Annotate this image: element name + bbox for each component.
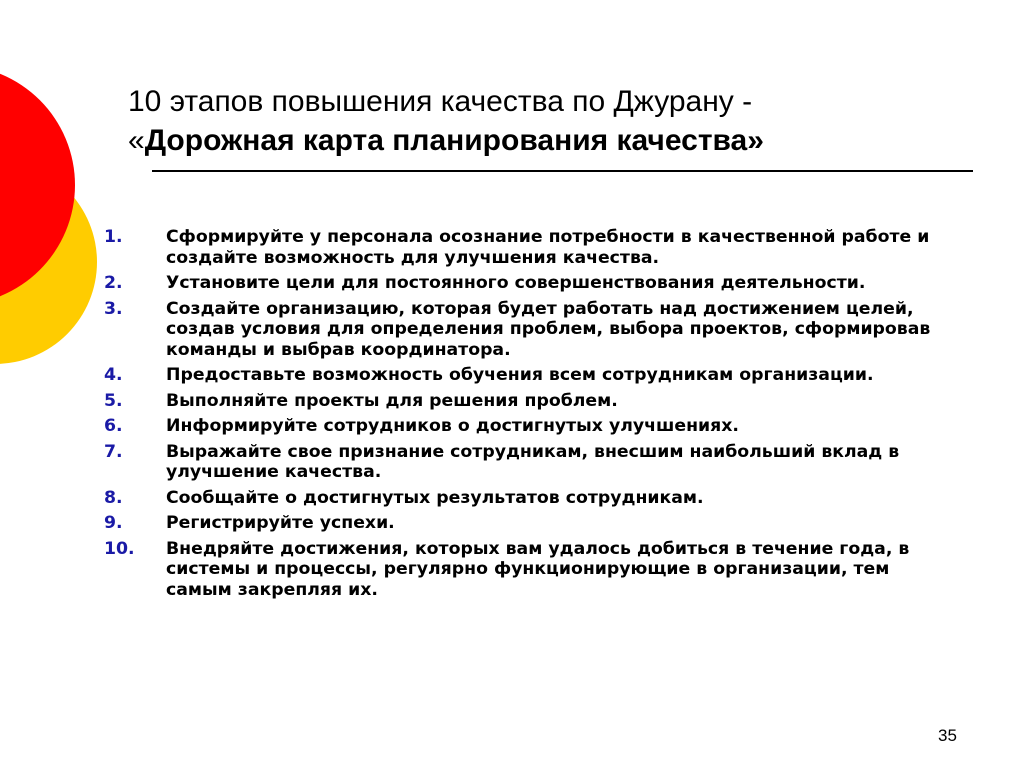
item-number: 10. bbox=[104, 538, 135, 559]
list-item bbox=[104, 273, 954, 294]
steps-list bbox=[104, 227, 954, 605]
list-item bbox=[104, 227, 954, 268]
item-number: 7. bbox=[104, 441, 123, 462]
item-text: Внедряйте достижения, которых вам удалось добиться в течение года, в системы и процессы, регулярно функционирующие в организации, тем самым закрепляя их. bbox=[166, 538, 910, 600]
item-text: Выражайте свое признание сотрудникам, внесшим наибольший вклад в улучшение качества. bbox=[166, 441, 900, 482]
list-item bbox=[104, 299, 954, 361]
item-text: Информируйте сотрудников о достигнутых улучшениях. bbox=[166, 416, 739, 436]
list-item bbox=[104, 488, 954, 509]
item-number: 6. bbox=[104, 416, 123, 436]
slide-title bbox=[128, 82, 988, 160]
list-item bbox=[104, 513, 954, 534]
item-text: Установите цели для постоянного совершенствования деятельности. bbox=[166, 273, 866, 293]
item-number: 9. bbox=[104, 513, 123, 533]
item-text: Регистрируйте успехи. bbox=[166, 513, 395, 533]
item-text: Предоставьте возможность обучения всем сотрудникам организации. bbox=[166, 365, 874, 385]
item-text: Выполняйте проекты для решения проблем. bbox=[166, 390, 618, 411]
item-number: 2. bbox=[104, 273, 123, 293]
title-line-1: 10 этапов повышения качества по Джурану - bbox=[128, 85, 753, 118]
item-number: 4. bbox=[104, 365, 123, 385]
item-text: Сформируйте у персонала осознание потребности в качественной работе и создайте возможность для улучшения качества. bbox=[166, 227, 930, 268]
page-number: 35 bbox=[938, 726, 957, 745]
list-item bbox=[104, 365, 954, 386]
item-number: 5. bbox=[104, 390, 123, 411]
list-item bbox=[104, 539, 954, 601]
list-item bbox=[104, 416, 954, 437]
list-item bbox=[104, 442, 954, 483]
item-text: Создайте организацию, которая будет работать над достижением целей, создав условия для определения проблем, выбора проектов, сформировав команды и выбрав координатора. bbox=[166, 298, 931, 360]
item-number: 3. bbox=[104, 298, 123, 319]
title-divider bbox=[152, 170, 973, 172]
item-text: Сообщайте о достигнутых результатов сотрудникам. bbox=[166, 487, 704, 508]
title-bold-text: Дорожная карта планирования качества» bbox=[144, 124, 764, 157]
item-number: 8. bbox=[104, 487, 123, 508]
title-line-2 bbox=[128, 121, 988, 160]
title-open-quote: « bbox=[128, 124, 145, 157]
item-number: 1. bbox=[104, 227, 123, 247]
list-item bbox=[104, 391, 954, 412]
